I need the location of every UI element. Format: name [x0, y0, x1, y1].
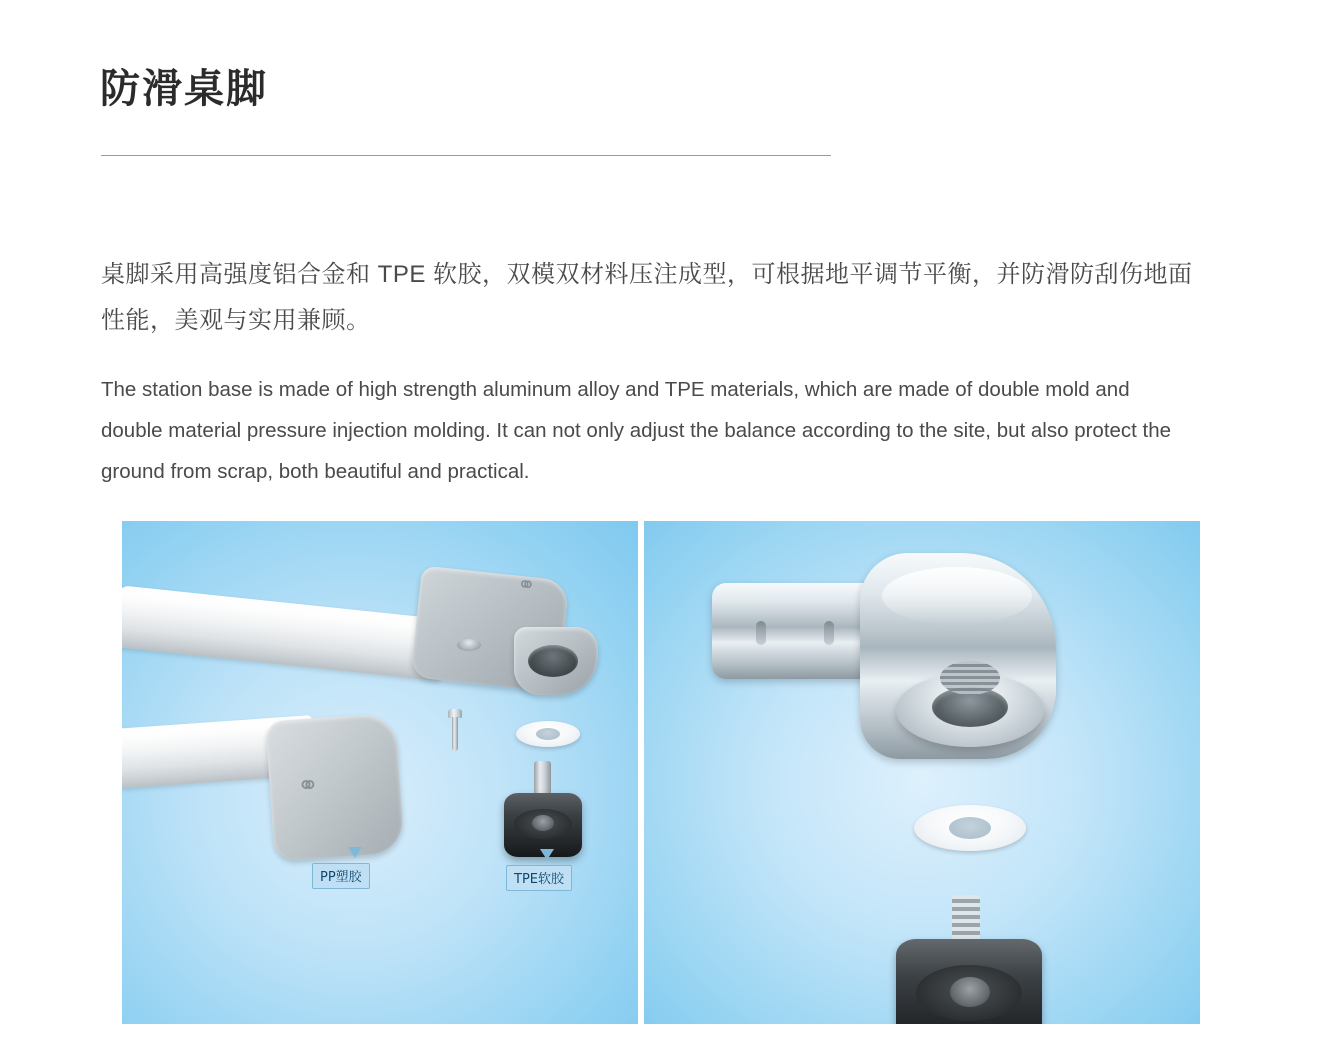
description-chinese: 桌脚采用高强度铝合金和 TPE 软胶，双模双材料压注成型，可根据地平调节平衡，并防滑防刮伤地面性能，美观与实用兼顾。: [101, 261, 1193, 334]
adjust-knob-right-core: [950, 977, 990, 1007]
figure-panel-right: [644, 521, 1200, 1024]
chrome-arm-slot-2: [824, 621, 834, 645]
description-english: The station base is made of high strength aluminum alloy and TPE materials, which are made of double mold and double material pressure injection molding. It can not only adjust the balance according to the site, but also protect the ground from scrap, both beautiful and practical.: [101, 377, 1172, 483]
washer-hole-left: [536, 728, 560, 740]
tpe-label-arrow-icon: [540, 849, 554, 860]
page-title: 防滑桌脚: [100, 66, 268, 111]
tube-upper: [122, 585, 447, 681]
figure-panel-left: [122, 521, 638, 1024]
label-tpe-rubber: TPE软胶: [506, 865, 572, 891]
pp-label-arrow-icon: [348, 847, 362, 858]
brand-logo-icon-upper: ⚭: [515, 572, 535, 599]
pivot-pin-upper: [457, 639, 481, 651]
foot-bracket-upper-hole: [528, 645, 578, 677]
thread-icon: [940, 661, 1000, 695]
adjust-knob-left-core: [532, 815, 554, 831]
chrome-elbow-highlight: [882, 567, 1032, 625]
label-pp-plastic: PP塑胶: [312, 863, 370, 889]
product-figure: [122, 521, 1200, 1024]
screw-shaft: [452, 717, 458, 751]
title-divider: [101, 155, 831, 156]
washer-hole-right: [949, 817, 991, 839]
foot-bracket-lower: [265, 713, 404, 862]
chrome-arm-slot-1: [756, 621, 766, 645]
brand-logo-icon-lower: ⚭: [297, 771, 317, 801]
